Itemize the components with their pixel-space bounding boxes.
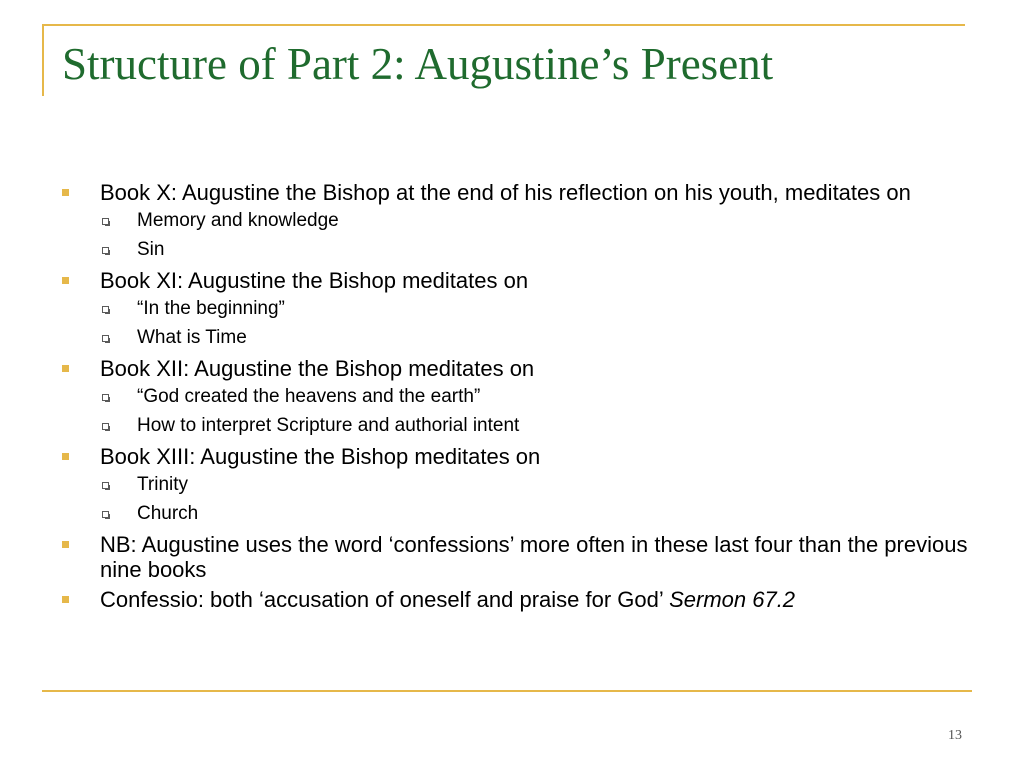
bottom-rule <box>42 690 972 692</box>
checkbox-bullet-icon <box>102 335 109 342</box>
square-bullet-icon <box>62 596 69 603</box>
square-bullet-icon <box>62 365 69 372</box>
bullet-item <box>62 587 972 612</box>
top-rule <box>42 24 965 26</box>
checkbox-bullet-icon <box>102 218 109 225</box>
sub-bullet-text: What is Time <box>137 327 247 348</box>
bullet-item <box>62 268 972 293</box>
sub-bullet-text: How to interpret Scripture and authorial intent <box>137 415 520 436</box>
square-bullet-icon <box>62 189 69 196</box>
bullet-list <box>62 180 972 617</box>
bullet-text: Book XI: Augustine the Bishop meditates on <box>100 268 529 293</box>
square-bullet-icon <box>62 541 69 548</box>
sub-bullet-item <box>62 298 972 320</box>
sub-bullet-item <box>62 386 972 408</box>
sermon-citation: Sermon 67.2 <box>669 587 796 612</box>
sub-bullet-text: Church <box>137 503 199 524</box>
sub-bullet-text: Trinity <box>137 474 189 495</box>
bullet-item <box>62 532 972 582</box>
bullet-text: NB: Augustine uses the word ‘confessions’ more often in these last four than the previous nine books <box>100 532 968 582</box>
sub-bullet-item <box>62 415 972 437</box>
sub-bullet-item <box>62 474 972 496</box>
square-bullet-icon <box>62 453 69 460</box>
bullet-item <box>62 444 972 469</box>
bullet-text: Book XII: Augustine the Bishop meditates on <box>100 356 535 381</box>
checkbox-bullet-icon <box>102 306 109 313</box>
checkbox-bullet-icon <box>102 423 109 430</box>
checkbox-bullet-icon <box>102 482 109 489</box>
bullet-text: Confessio: both ‘accusation of oneself and praise for God’ <box>100 587 670 612</box>
bullet-item <box>62 356 972 381</box>
sub-bullet-item <box>62 503 972 525</box>
sub-bullet-item <box>62 239 972 261</box>
slide-title: Structure of Part 2: Augustine’s Present <box>62 39 774 89</box>
sub-bullet-text: Sin <box>137 239 165 260</box>
left-rule <box>42 24 44 96</box>
bullet-item <box>62 180 972 205</box>
square-bullet-icon <box>62 277 69 284</box>
checkbox-bullet-icon <box>102 247 109 254</box>
sub-bullet-text: Memory and knowledge <box>137 210 339 231</box>
sub-bullet-item <box>62 327 972 349</box>
bullet-text: Book XIII: Augustine the Bishop meditates on <box>100 444 541 469</box>
bullet-text: Book X: Augustine the Bishop at the end of his reflection on his youth, meditates on <box>100 180 911 205</box>
sub-bullet-text: “God created the heavens and the earth” <box>137 386 481 407</box>
checkbox-bullet-icon <box>102 394 109 401</box>
sub-bullet-text: “In the beginning” <box>137 298 285 319</box>
checkbox-bullet-icon <box>102 511 109 518</box>
sub-bullet-item <box>62 210 972 232</box>
page-number: 13 <box>948 728 962 743</box>
